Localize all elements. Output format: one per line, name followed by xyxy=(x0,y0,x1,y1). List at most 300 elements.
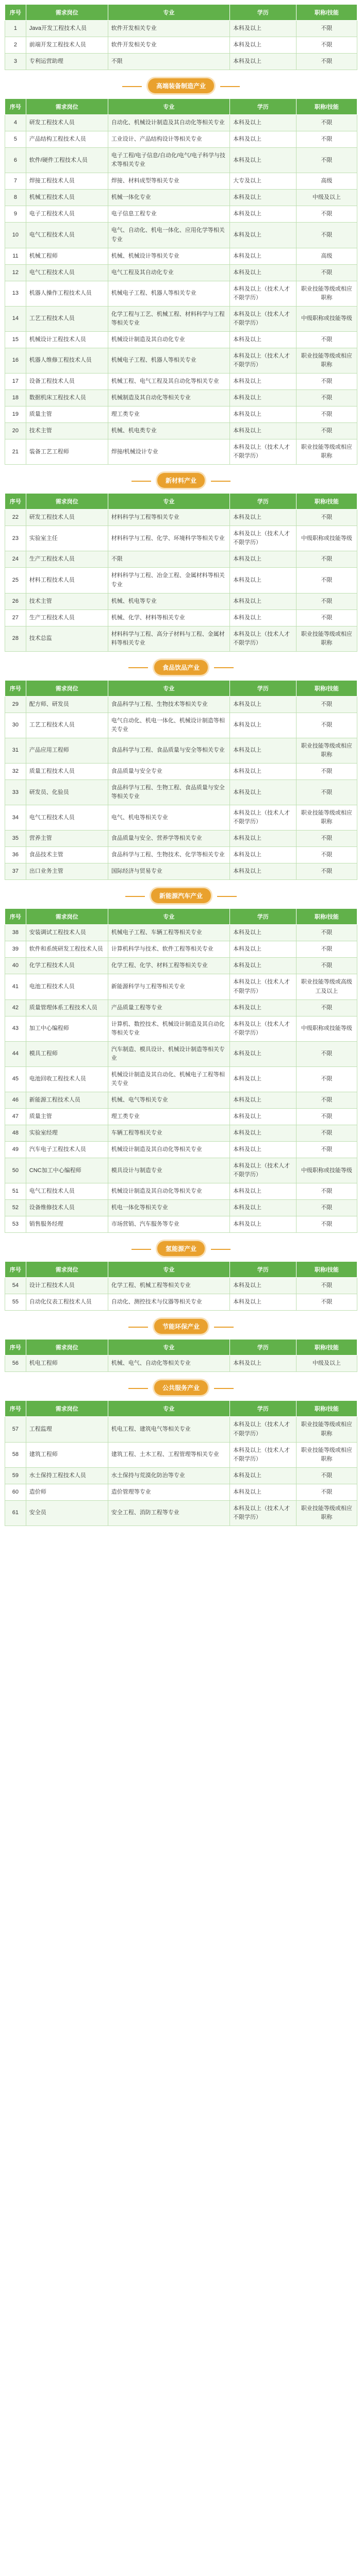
title-skill-cell: 不限 xyxy=(296,831,357,847)
column-header-row-number: 序号 xyxy=(5,1340,26,1355)
position-name-cell: 生产工程技术人员 xyxy=(26,609,108,626)
table-row xyxy=(5,626,357,651)
title-skill-cell: 不限 xyxy=(296,510,357,526)
row-number-cell: 39 xyxy=(5,941,26,958)
section-title: 公共服务产业 xyxy=(154,1380,208,1395)
row-number-cell: 34 xyxy=(5,805,26,831)
education-cell: 本科及以上 xyxy=(229,248,296,264)
position-name-cell: 机械设计工程技术人员 xyxy=(26,331,108,348)
table-row xyxy=(5,1142,357,1158)
column-header-major: 专业 xyxy=(108,909,229,925)
major-cell: 机械设计制造及其自动化、机械电子工程等相关专业 xyxy=(108,1066,229,1092)
column-header-major: 专业 xyxy=(108,680,229,696)
row-number-cell: 47 xyxy=(5,1108,26,1125)
position-name-cell: 建筑工程师 xyxy=(26,1442,108,1467)
position-name-cell: 工艺工程技术人员 xyxy=(26,306,108,331)
title-skill-cell: 不限 xyxy=(296,999,357,1016)
row-number-cell: 17 xyxy=(5,373,26,389)
major-cell: 软件开发相关专业 xyxy=(108,21,229,37)
title-skill-cell: 中级职称或技能等级 xyxy=(296,1158,357,1183)
table-row xyxy=(5,373,357,389)
title-skill-cell: 职业技能等级或相应职称 xyxy=(296,1442,357,1467)
table-row xyxy=(5,609,357,626)
title-skill-cell: 不限 xyxy=(296,1125,357,1142)
title-skill-cell: 不限 xyxy=(296,373,357,389)
education-cell: 本科及以上 xyxy=(229,1125,296,1142)
row-number-cell: 60 xyxy=(5,1484,26,1500)
column-header-row-number: 序号 xyxy=(5,909,26,925)
row-number-cell: 30 xyxy=(5,713,26,738)
column-header-row-number: 序号 xyxy=(5,99,26,115)
position-name-cell: 技术总监 xyxy=(26,626,108,651)
table-row xyxy=(5,390,357,406)
major-cell: 自动化、机械设计制造及其自动化等相关专业 xyxy=(108,115,229,131)
position-name-cell: 技术主管 xyxy=(26,423,108,439)
position-name-cell: 材料工程技术人员 xyxy=(26,568,108,593)
table-row xyxy=(5,999,357,1016)
education-cell: 本科及以上 xyxy=(229,1278,296,1294)
row-number-cell: 21 xyxy=(5,439,26,465)
major-cell: 机械设计制造及其自动化专业 xyxy=(108,331,229,348)
major-cell: 食品科学与工程、食品质量与安全等相关专业 xyxy=(108,738,229,763)
column-header-education: 学历 xyxy=(229,99,296,115)
section-header xyxy=(0,473,362,488)
major-cell: 不限 xyxy=(108,551,229,568)
position-name-cell: 焊接工程技术人员 xyxy=(26,173,108,190)
row-number-cell: 48 xyxy=(5,1125,26,1142)
table-row xyxy=(5,1484,357,1500)
table-row xyxy=(5,306,357,331)
title-skill-cell: 不限 xyxy=(296,1142,357,1158)
row-number-cell: 37 xyxy=(5,863,26,880)
position-name-cell: 水土保持工程技术人员 xyxy=(26,1467,108,1484)
table-row xyxy=(5,1183,357,1200)
table-header-row xyxy=(5,99,357,115)
section-header xyxy=(0,1319,362,1334)
row-number-cell: 4 xyxy=(5,115,26,131)
position-name-cell: 新能源工程技术人员 xyxy=(26,1092,108,1108)
row-number-cell: 14 xyxy=(5,306,26,331)
major-cell: 机械电子工程、机器人等相关专业 xyxy=(108,348,229,373)
table-header-row xyxy=(5,1262,357,1278)
table-row xyxy=(5,1442,357,1467)
column-header-major: 专业 xyxy=(108,99,229,115)
education-cell: 本科及以上（技术人才不限学历） xyxy=(229,626,296,651)
table-row xyxy=(5,1500,357,1526)
column-header-position-name: 需求岗位 xyxy=(26,1262,108,1278)
position-name-cell: 电气工程技术人员 xyxy=(26,1183,108,1200)
position-name-cell: 机电工程师 xyxy=(26,1355,108,1372)
row-number-cell: 57 xyxy=(5,1417,26,1442)
major-cell: 焊接、材料成型等相关专业 xyxy=(108,173,229,190)
table-row xyxy=(5,974,357,999)
job-table xyxy=(5,1339,357,1372)
major-cell: 计算机科学与技术、软件工程等相关专业 xyxy=(108,941,229,958)
column-header-row-number: 序号 xyxy=(5,1262,26,1278)
section-title: 高端装备制造产业 xyxy=(148,78,214,93)
row-number-cell: 10 xyxy=(5,223,26,248)
education-cell: 大专及以上 xyxy=(229,173,296,190)
title-skill-cell: 职业技能等级或相应职称 xyxy=(296,348,357,373)
section-title: 新材料产业 xyxy=(157,473,205,488)
position-name-cell: 机器人维修工程技术人员 xyxy=(26,348,108,373)
row-number-cell: 36 xyxy=(5,847,26,863)
education-cell: 本科及以上（技术人才不限学历） xyxy=(229,1158,296,1183)
title-skill-cell: 不限 xyxy=(296,958,357,974)
title-skill-cell: 中级职称或技能等级 xyxy=(296,1016,357,1041)
major-cell: 机械电子工程、机器人等相关专业 xyxy=(108,281,229,306)
job-table xyxy=(5,98,357,465)
position-name-cell: 工艺工程技术人员 xyxy=(26,713,108,738)
column-header-row-number: 序号 xyxy=(5,494,26,510)
table-row xyxy=(5,1108,357,1125)
position-name-cell: 数据机床工程技术人员 xyxy=(26,390,108,406)
education-cell: 本科及以上（技术人才不限学历） xyxy=(229,1442,296,1467)
title-skill-cell: 不限 xyxy=(296,1066,357,1092)
education-cell: 本科及以上 xyxy=(229,1092,296,1108)
row-number-cell: 26 xyxy=(5,593,26,609)
major-cell: 模具设计与制造专业 xyxy=(108,1158,229,1183)
education-cell: 本科及以上 xyxy=(229,568,296,593)
title-skill-cell: 不限 xyxy=(296,780,357,805)
table-row xyxy=(5,1016,357,1041)
major-cell: 汽车制造、模具设计、机械设计制造等相关专业 xyxy=(108,1041,229,1066)
title-skill-cell: 不限 xyxy=(296,847,357,863)
position-name-cell: 技术主管 xyxy=(26,593,108,609)
position-name-cell: 机械工程技术人员 xyxy=(26,190,108,206)
major-cell: 电气自动化、机电一体化、机械设计制造等相关专业 xyxy=(108,713,229,738)
title-skill-cell: 不限 xyxy=(296,593,357,609)
column-header-education: 学历 xyxy=(229,680,296,696)
column-header-title-skill: 职称/技能 xyxy=(296,99,357,115)
education-cell: 本科及以上 xyxy=(229,148,296,173)
major-cell: 化学工程与工艺、机械工程、材料科学与工程等相关专业 xyxy=(108,306,229,331)
row-number-cell: 46 xyxy=(5,1092,26,1108)
row-number-cell: 5 xyxy=(5,131,26,148)
education-cell: 本科及以上 xyxy=(229,1200,296,1216)
position-name-cell: 设备工程技术人员 xyxy=(26,373,108,389)
table-row xyxy=(5,190,357,206)
position-name-cell: 工程监理 xyxy=(26,1417,108,1442)
title-skill-cell: 不限 xyxy=(296,115,357,131)
major-cell: 安全工程、消防工程等专业 xyxy=(108,1500,229,1526)
major-cell: 食品科学与工程、生物工程、食品质量与安全等相关专业 xyxy=(108,780,229,805)
major-cell: 工业设计、产品结构设计等相关专业 xyxy=(108,131,229,148)
education-cell: 本科及以上 xyxy=(229,713,296,738)
row-number-cell: 3 xyxy=(5,54,26,70)
title-skill-cell: 不限 xyxy=(296,1092,357,1108)
table-row xyxy=(5,738,357,763)
major-cell: 机械设计制造及其自动化等相关专业 xyxy=(108,1142,229,1158)
education-cell: 本科及以上（技术人才不限学历） xyxy=(229,1500,296,1526)
position-name-cell: 加工中心编程师 xyxy=(26,1016,108,1041)
title-skill-cell: 不限 xyxy=(296,131,357,148)
table-row xyxy=(5,206,357,223)
column-header-education: 学历 xyxy=(229,1401,296,1417)
title-skill-cell: 高级 xyxy=(296,173,357,190)
title-skill-cell: 不限 xyxy=(296,21,357,37)
title-skill-cell: 不限 xyxy=(296,568,357,593)
table-row xyxy=(5,423,357,439)
table-header-row xyxy=(5,1401,357,1417)
row-number-cell: 58 xyxy=(5,1442,26,1467)
title-skill-cell: 不限 xyxy=(296,1183,357,1200)
major-cell: 化学工程、化学、材料工程等相关专业 xyxy=(108,958,229,974)
education-cell: 本科及以上 xyxy=(229,54,296,70)
education-cell: 本科及以上 xyxy=(229,1294,296,1311)
row-number-cell: 50 xyxy=(5,1158,26,1183)
major-cell: 机械电子工程、车辆工程等相关专业 xyxy=(108,925,229,941)
title-skill-cell: 中级及以上 xyxy=(296,1355,357,1372)
title-skill-cell: 职业技能等级或相应职称 xyxy=(296,805,357,831)
column-header-position-name: 需求岗位 xyxy=(26,5,108,21)
column-header-position-name: 需求岗位 xyxy=(26,680,108,696)
row-number-cell: 45 xyxy=(5,1066,26,1092)
title-skill-cell: 不限 xyxy=(296,1278,357,1294)
title-skill-cell: 职业技能等级或相应职称 xyxy=(296,738,357,763)
major-cell: 材料科学与工程、冶金工程、金属材料等相关专业 xyxy=(108,568,229,593)
position-name-cell: 设备维修技术人员 xyxy=(26,1200,108,1216)
position-name-cell: CNC加工中心编程师 xyxy=(26,1158,108,1183)
education-cell: 本科及以上 xyxy=(229,131,296,148)
title-skill-cell: 不限 xyxy=(296,406,357,423)
education-cell: 本科及以上 xyxy=(229,37,296,54)
row-number-cell: 55 xyxy=(5,1294,26,1311)
table-row xyxy=(5,406,357,423)
major-cell: 不限 xyxy=(108,54,229,70)
major-cell: 水土保持与荒漠化防治等专业 xyxy=(108,1467,229,1484)
position-name-cell: 化学工程技术人员 xyxy=(26,958,108,974)
title-skill-cell: 不限 xyxy=(296,1041,357,1066)
table-row xyxy=(5,1467,357,1484)
title-skill-cell: 职业技能等级或高级工及以上 xyxy=(296,974,357,999)
table-header-row xyxy=(5,494,357,510)
education-cell: 本科及以上 xyxy=(229,1142,296,1158)
row-number-cell: 19 xyxy=(5,406,26,423)
major-cell: 食品质量与安全专业 xyxy=(108,763,229,779)
section-header xyxy=(0,1241,362,1256)
job-table xyxy=(5,908,357,1233)
title-skill-cell: 不限 xyxy=(296,609,357,626)
table-row xyxy=(5,1125,357,1142)
position-name-cell: 产品应用工程师 xyxy=(26,738,108,763)
column-header-title-skill: 职称/技能 xyxy=(296,5,357,21)
major-cell: 机械、机电类专业 xyxy=(108,423,229,439)
education-cell: 本科及以上 xyxy=(229,1183,296,1200)
column-header-position-name: 需求岗位 xyxy=(26,1340,108,1355)
position-name-cell: 设计工程技术人员 xyxy=(26,1278,108,1294)
row-number-cell: 16 xyxy=(5,348,26,373)
column-header-title-skill: 职称/技能 xyxy=(296,680,357,696)
education-cell: 本科及以上（技术人才不限学历） xyxy=(229,281,296,306)
section-title: 食品饮品产业 xyxy=(154,660,208,675)
table-row xyxy=(5,763,357,779)
title-skill-cell: 不限 xyxy=(296,763,357,779)
table-row xyxy=(5,568,357,593)
table-row xyxy=(5,264,357,281)
education-cell: 本科及以上 xyxy=(229,925,296,941)
table-row xyxy=(5,780,357,805)
title-skill-cell: 职业技能等级或相应职称 xyxy=(296,1417,357,1442)
position-name-cell: 质量工程技术人员 xyxy=(26,763,108,779)
section-title: 节能环保产业 xyxy=(154,1319,208,1334)
job-table xyxy=(5,1261,357,1311)
row-number-cell: 8 xyxy=(5,190,26,206)
major-cell: 建筑工程、土木工程、工程管理等相关专业 xyxy=(108,1442,229,1467)
education-cell: 本科及以上 xyxy=(229,264,296,281)
row-number-cell: 52 xyxy=(5,1200,26,1216)
position-name-cell: 自动化仪表工程技术人员 xyxy=(26,1294,108,1311)
section-header xyxy=(0,660,362,675)
major-cell: 产品质量工程等专业 xyxy=(108,999,229,1016)
education-cell: 本科及以上 xyxy=(229,1355,296,1372)
major-cell: 机械设计制造及其自动化等相关专业 xyxy=(108,1183,229,1200)
major-cell: 机电工程、建筑电气等相关专业 xyxy=(108,1417,229,1442)
education-cell: 本科及以上（技术人才不限学历） xyxy=(229,974,296,999)
education-cell: 本科及以上 xyxy=(229,21,296,37)
education-cell: 本科及以上 xyxy=(229,190,296,206)
major-cell: 电子信息工程专业 xyxy=(108,206,229,223)
education-cell: 本科及以上 xyxy=(229,551,296,568)
education-cell: 本科及以上 xyxy=(229,510,296,526)
column-header-row-number: 序号 xyxy=(5,5,26,21)
position-name-cell: 销售服务经理 xyxy=(26,1216,108,1233)
major-cell: 机械一体化专业 xyxy=(108,190,229,206)
row-number-cell: 28 xyxy=(5,626,26,651)
table-row xyxy=(5,1200,357,1216)
row-number-cell: 20 xyxy=(5,423,26,439)
table-row xyxy=(5,1041,357,1066)
table-row xyxy=(5,1294,357,1311)
position-name-cell: 模具工程师 xyxy=(26,1041,108,1066)
title-skill-cell: 不限 xyxy=(296,1484,357,1500)
table-row xyxy=(5,37,357,54)
education-cell: 本科及以上 xyxy=(229,831,296,847)
table-row xyxy=(5,847,357,863)
title-skill-cell: 中级职称或技能等级 xyxy=(296,526,357,551)
education-cell: 本科及以上 xyxy=(229,423,296,439)
title-skill-cell: 不限 xyxy=(296,863,357,880)
section-header xyxy=(0,1380,362,1395)
job-table xyxy=(5,1400,357,1526)
column-header-position-name: 需求岗位 xyxy=(26,1401,108,1417)
education-cell: 本科及以上 xyxy=(229,406,296,423)
major-cell: 机械、化学、材料等相关专业 xyxy=(108,609,229,626)
row-number-cell: 42 xyxy=(5,999,26,1016)
title-skill-cell: 不限 xyxy=(296,551,357,568)
table-row xyxy=(5,1066,357,1092)
title-skill-cell: 不限 xyxy=(296,1108,357,1125)
row-number-cell: 40 xyxy=(5,958,26,974)
position-name-cell: 软件/硬件工程技术人员 xyxy=(26,148,108,173)
education-cell: 本科及以上 xyxy=(229,1041,296,1066)
table-row xyxy=(5,1092,357,1108)
table-row xyxy=(5,115,357,131)
major-cell: 食品科学与工程、生物技术、化学等相关专业 xyxy=(108,847,229,863)
position-name-cell: 生产工程技术人员 xyxy=(26,551,108,568)
position-name-cell: 电池回收工程技术人员 xyxy=(26,1066,108,1092)
position-name-cell: 安装调试工程技术人员 xyxy=(26,925,108,941)
row-number-cell: 9 xyxy=(5,206,26,223)
row-number-cell: 33 xyxy=(5,780,26,805)
education-cell: 本科及以上 xyxy=(229,331,296,348)
table-header-row xyxy=(5,1340,357,1355)
row-number-cell: 54 xyxy=(5,1278,26,1294)
section-title: 新能源汽车产业 xyxy=(151,888,211,903)
education-cell: 本科及以上 xyxy=(229,958,296,974)
table-row xyxy=(5,941,357,958)
education-cell: 本科及以上（技术人才不限学历） xyxy=(229,439,296,465)
education-cell: 本科及以上（技术人才不限学历） xyxy=(229,348,296,373)
row-number-cell: 11 xyxy=(5,248,26,264)
position-name-cell: 机械工程师 xyxy=(26,248,108,264)
education-cell: 本科及以上（技术人才不限学历） xyxy=(229,526,296,551)
row-number-cell: 59 xyxy=(5,1467,26,1484)
position-name-cell: 电池工程技术人员 xyxy=(26,974,108,999)
position-name-cell: 研发工程技术人员 xyxy=(26,115,108,131)
row-number-cell: 49 xyxy=(5,1142,26,1158)
table-row xyxy=(5,1216,357,1233)
column-header-education: 学历 xyxy=(229,909,296,925)
row-number-cell: 41 xyxy=(5,974,26,999)
major-cell: 国际经济与贸易专业 xyxy=(108,863,229,880)
major-cell: 市场营销、汽车服务等专业 xyxy=(108,1216,229,1233)
position-name-cell: 电气工程技术人员 xyxy=(26,805,108,831)
position-name-cell: 食品技术主管 xyxy=(26,847,108,863)
education-cell: 本科及以上 xyxy=(229,1484,296,1500)
row-number-cell: 13 xyxy=(5,281,26,306)
column-header-row-number: 序号 xyxy=(5,680,26,696)
major-cell: 机械、机电等专业 xyxy=(108,593,229,609)
major-cell: 新能源科学与工程等相关专业 xyxy=(108,974,229,999)
major-cell: 化学工程、机械工程等相关专业 xyxy=(108,1278,229,1294)
table-row xyxy=(5,526,357,551)
title-skill-cell: 不限 xyxy=(296,423,357,439)
title-skill-cell: 高级 xyxy=(296,248,357,264)
column-header-education: 学历 xyxy=(229,1340,296,1355)
title-skill-cell: 不限 xyxy=(296,696,357,713)
position-name-cell: 质量主管 xyxy=(26,406,108,423)
row-number-cell: 1 xyxy=(5,21,26,37)
table-row xyxy=(5,958,357,974)
title-skill-cell: 职业技能等级或相应职称 xyxy=(296,1500,357,1526)
table-row xyxy=(5,54,357,70)
position-name-cell: 质量主管 xyxy=(26,1108,108,1125)
row-number-cell: 29 xyxy=(5,696,26,713)
major-cell: 材料科学与工程等相关专业 xyxy=(108,510,229,526)
job-table xyxy=(5,493,357,651)
column-header-row-number: 序号 xyxy=(5,1401,26,1417)
position-name-cell: 电气工程技术人员 xyxy=(26,223,108,248)
position-name-cell: 机器人操作工程技术人员 xyxy=(26,281,108,306)
education-cell: 本科及以上 xyxy=(229,863,296,880)
major-cell: 计算机、数控技术、机械设计制造及其自动化等相关专业 xyxy=(108,1016,229,1041)
title-skill-cell: 不限 xyxy=(296,941,357,958)
education-cell: 本科及以上 xyxy=(229,763,296,779)
position-name-cell: 研发工程技术人员 xyxy=(26,510,108,526)
row-number-cell: 6 xyxy=(5,148,26,173)
major-cell: 机械、电气、自动化等相关专业 xyxy=(108,1355,229,1372)
major-cell: 理工类专业 xyxy=(108,406,229,423)
title-skill-cell: 职业技能等级或相应职称 xyxy=(296,626,357,651)
table-row xyxy=(5,131,357,148)
title-skill-cell: 职业技能等级或相应职称 xyxy=(296,439,357,465)
row-number-cell: 35 xyxy=(5,831,26,847)
table-row xyxy=(5,831,357,847)
major-cell: 自动化、测控技术与仪器等相关专业 xyxy=(108,1294,229,1311)
row-number-cell: 31 xyxy=(5,738,26,763)
position-name-cell: 营养主管 xyxy=(26,831,108,847)
